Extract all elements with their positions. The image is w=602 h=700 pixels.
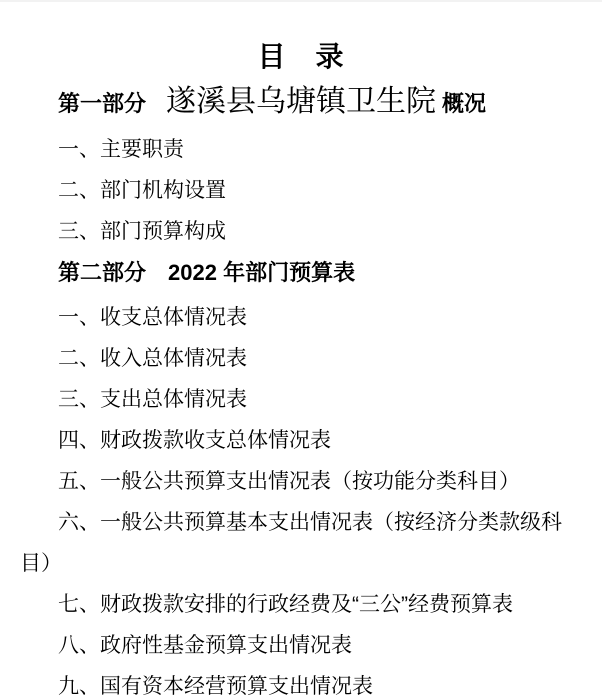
toc-entry: 五、一般公共预算支出情况表（按功能分类科目） <box>58 470 520 493</box>
section-part2-heading-main: 2022 年部门预算表 <box>168 260 356 285</box>
section-part1-heading-main: 遂溪县乌塘镇卫生院 <box>166 85 437 118</box>
section-part1-heading-prefix: 第一部分 <box>58 91 147 116</box>
toc-entry: 九、国有资本经营预算支出情况表 <box>58 675 373 698</box>
toc-entry: 六、一般公共预算基本支出情况表（按经济分类款级科目） <box>20 511 562 575</box>
toc-entry: 二、部门机构设置 <box>58 179 226 202</box>
toc-entry: 二、收入总体情况表 <box>58 347 247 370</box>
section-part2 <box>20 252 582 700</box>
toc-entry: 七、财政拨款安排的行政经费及“三公”经费预算表 <box>58 593 513 616</box>
toc-entry: 三、支出总体情况表 <box>58 388 247 411</box>
section-part1-heading-suffix: 概况 <box>442 91 487 116</box>
toc-entry: 一、收支总体情况表 <box>58 306 247 329</box>
toc-entry: 四、财政拨款收支总体情况表 <box>58 429 331 452</box>
toc-entry: 三、部门预算构成 <box>58 220 226 243</box>
toc-entry: 八、政府性基金预算支出情况表 <box>58 634 352 657</box>
toc-entry: 一、主要职责 <box>58 138 184 161</box>
section-part1 <box>20 80 582 252</box>
section-part2-heading <box>20 252 582 297</box>
section-part1-heading <box>20 80 582 129</box>
page-title: 目 录 <box>257 41 345 72</box>
section-part2-heading-prefix: 第二部分 <box>58 260 147 285</box>
